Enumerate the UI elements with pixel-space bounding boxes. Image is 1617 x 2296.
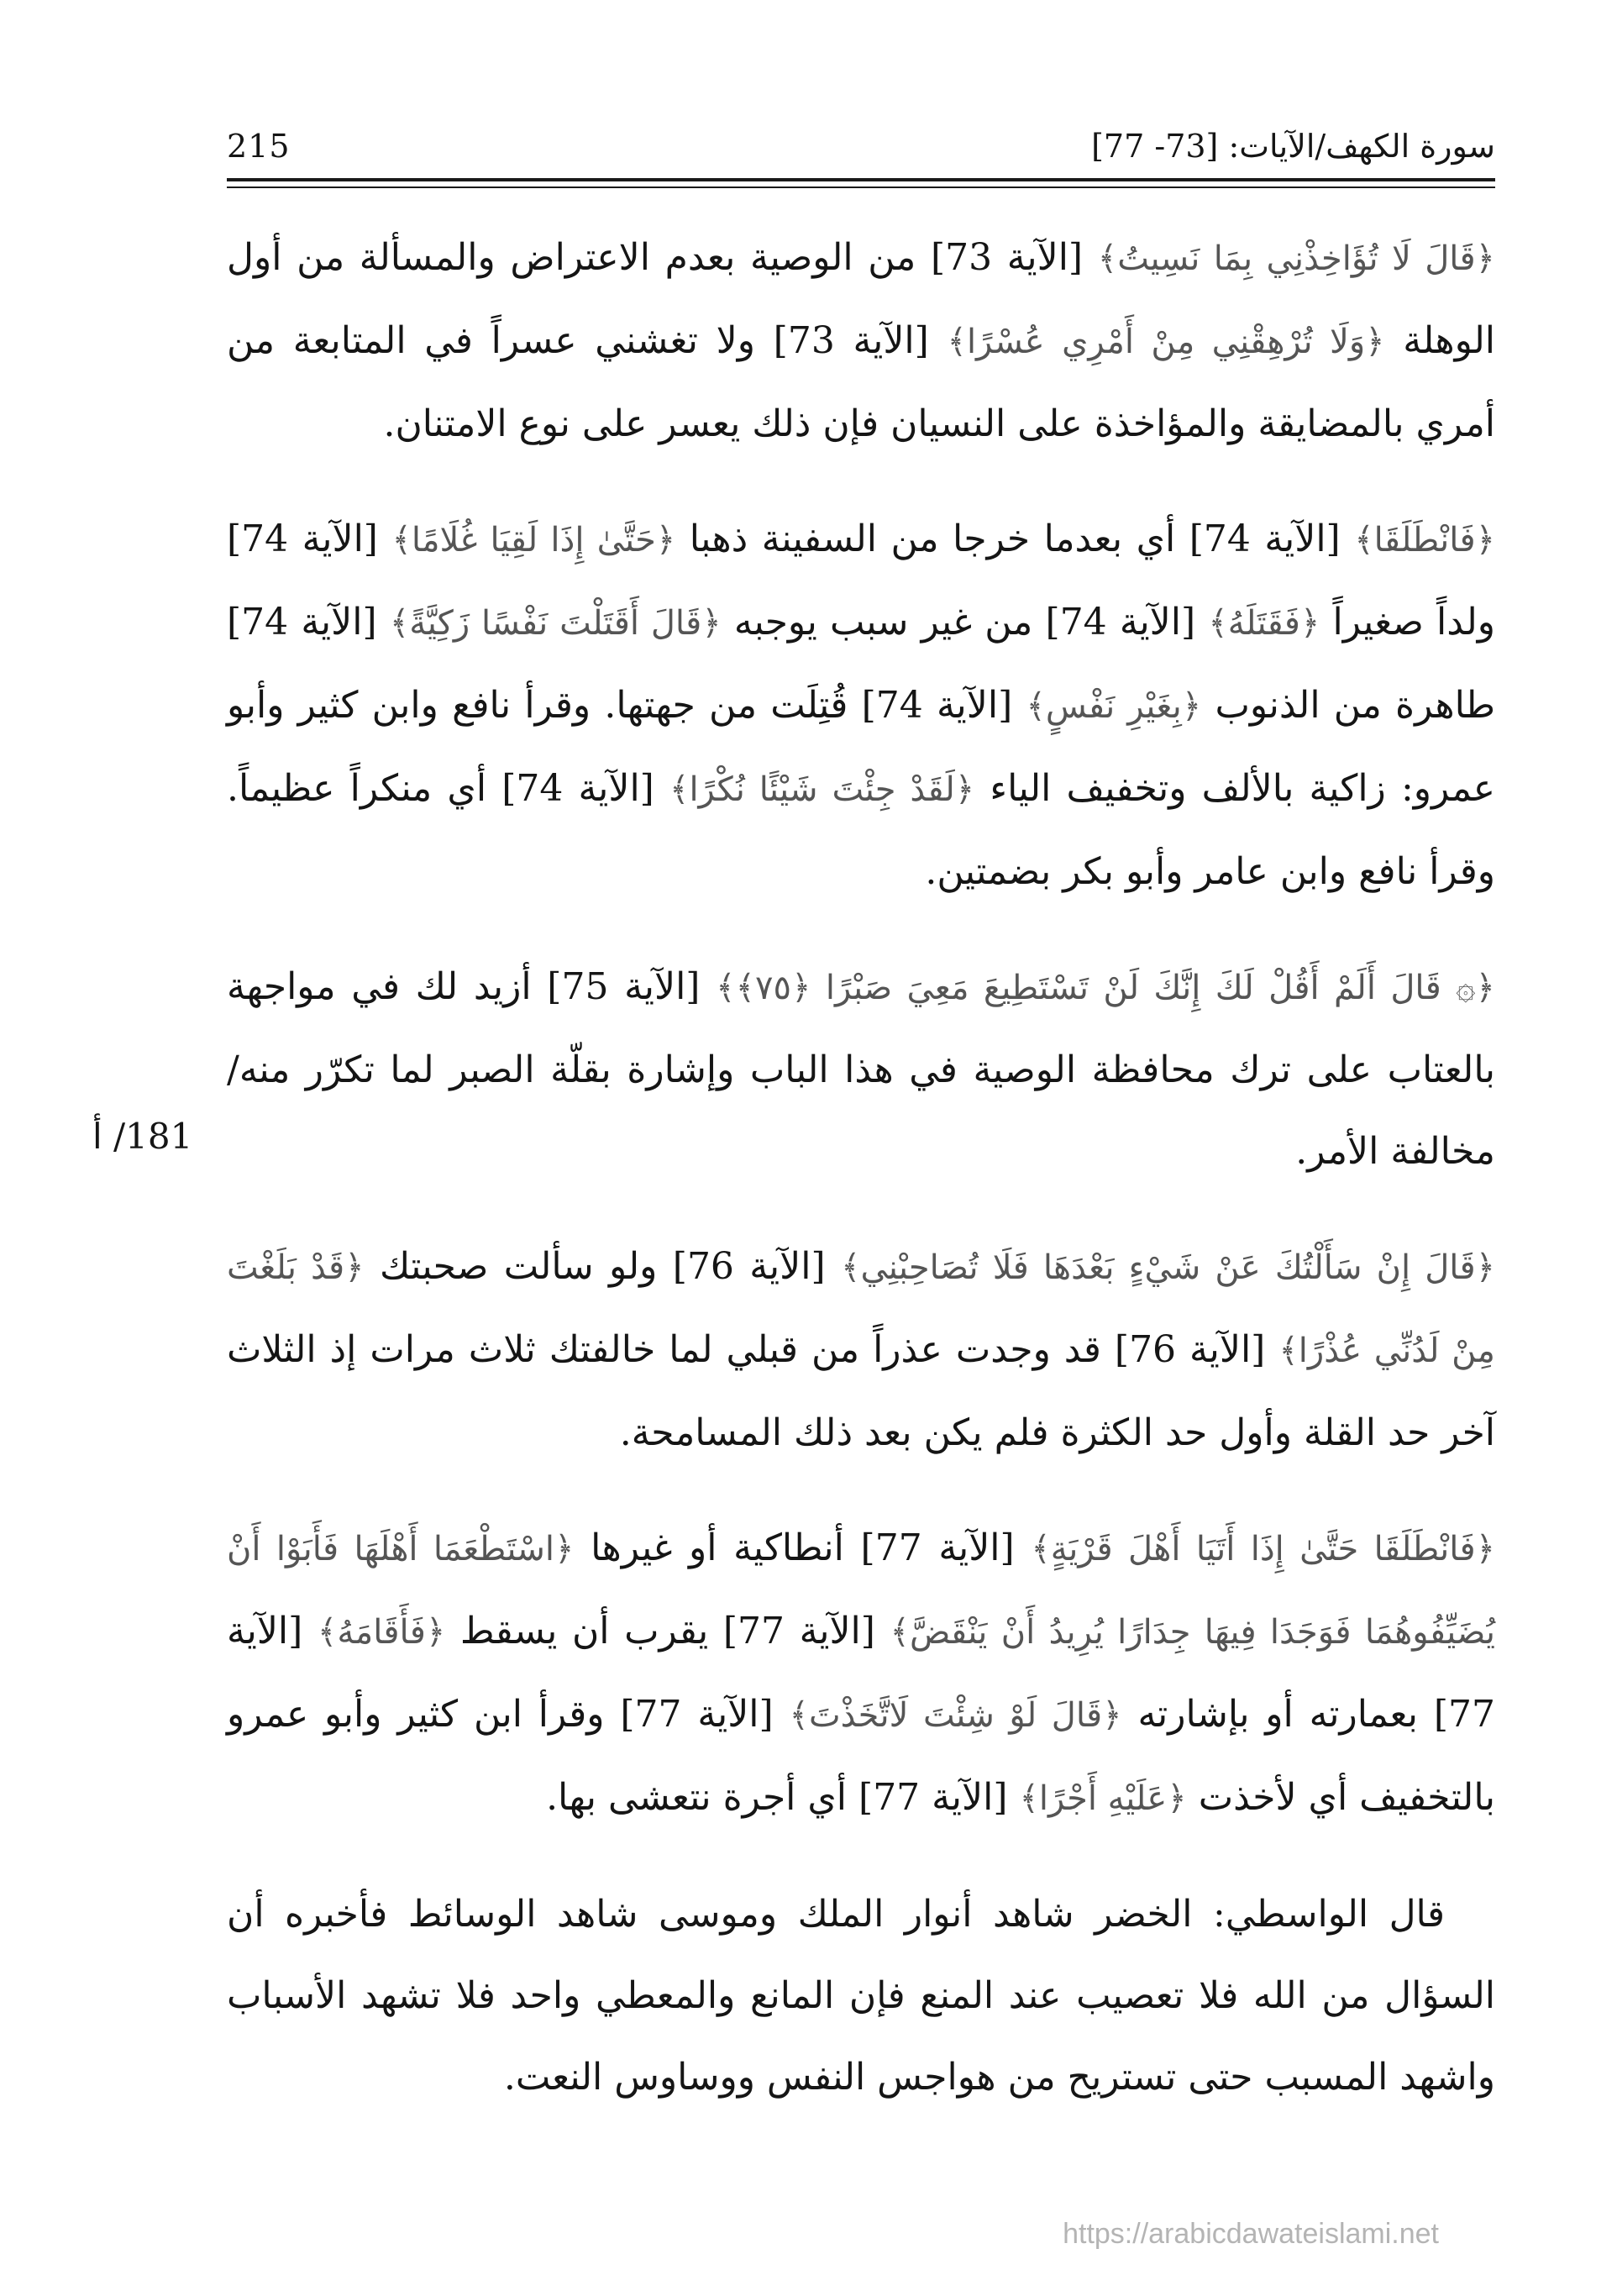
- quran-quote: ﴿قَالَ لَا تُؤَاخِذْنِي بِمَا نَسِيتُ﴾: [1097, 239, 1495, 278]
- quran-quote: ﴿عَلَيْهِ أَجْرًا﴾: [1019, 1779, 1187, 1818]
- commentary-text: [الآية 77] أنطاكية أو غيرها: [574, 1526, 1032, 1569]
- quran-quote: ﴿وَلَا تُرْهِقْنِي مِنْ أَمْرِي عُسْرًا﴾: [947, 323, 1385, 361]
- paragraph-verse-74: [227, 498, 1495, 912]
- paragraph-verse-77: [227, 1507, 1495, 1840]
- commentary-text: [الآية 77] يقرب أن يسقط: [445, 1610, 890, 1652]
- watermark-url[interactable]: https://arabicdawateislami.net: [1063, 2218, 1439, 2250]
- quran-quote: ﴿اسْتَطْعَمَا أَهْلَهَا فَأَبَوْا أَنْ يُضَيِّفُوهُمَا فَوَجَدَا فِيهَا جِدَارًا يُرِيدُ أَنْ يَنْقَضَّ﴾: [227, 1530, 1496, 1652]
- quran-quote: ﴿حَتَّىٰ إِذَا لَقِيَا غُلَامًا﴾: [391, 521, 676, 560]
- commentary-text: [الآية 74] ولداً صغيراً: [227, 518, 1496, 644]
- quran-quote: ﴿۞ قَالَ أَلَمْ أَقُلْ لَكَ إِنَّكَ لَنْ تَسْتَطِيعَ مَعِيَ صَبْرًا ﴿٧٥﴾﴾: [716, 969, 1495, 1007]
- commentary-text: [الآية 73] من الوصية بعدم الاعتراض والمسألة من أول الوهلة: [227, 236, 1495, 362]
- commentary-text: [الآية 73] ولا تغشني عسراً في المتابعة من أمري بالمضايقة والمؤاخذة على النسيان فإن ذلك يعسر على نوع الامتنان.: [227, 319, 1495, 445]
- quran-quote: ﴿فَأَقَامَهُ﴾: [317, 1613, 446, 1652]
- commentary-text: [الآية 77] بعمارته أو بإشارته: [227, 1610, 1496, 1736]
- commentary-text: قال الواسطي: الخضر شاهد أنوار الملك وموسى شاهد الوسائط فأخبره أن السؤال من الله فلا تعصيب عند المنع فإن المانع والمعطي واحد فلا تشهد الأسباب واشهد المسبب حتى تستريح من هواجس النفس ووساوس النعت.: [227, 1893, 1495, 2099]
- header-rule-thick: [227, 178, 1495, 181]
- manuscript-folio-note: 181/ أ: [92, 1116, 193, 1157]
- commentary-text: [الآية 74] طاهرة من الذنوب: [227, 601, 1496, 727]
- quran-quote: ﴿قَالَ لَوْ شِئْتَ لَاتَّخَذْتَ﴾: [789, 1696, 1122, 1735]
- quran-quote: ﴿قَدْ بَلَغْتَ مِنْ لَدُنِّي عُذْرًا﴾: [227, 1248, 1495, 1370]
- page-number: 215: [227, 128, 291, 165]
- paragraph-verse-75: [227, 946, 1495, 1192]
- quran-quote: ﴿لَقَدْ جِئْتَ شَيْئًا نُكْرًا﴾: [669, 770, 975, 809]
- quran-quote: ﴿بِغَيْرِ نَفْسٍ﴾: [1026, 687, 1202, 726]
- commentary-text: [الآية 77] وقرأ ابن كثير وأبو عمرو بالتخفيف أي لأخذت: [227, 1693, 1495, 1819]
- commentary-text: [الآية 74] من غير سبب يوجبه: [721, 601, 1209, 644]
- quran-quote: ﴿فَقَتَلَهُ﴾: [1208, 604, 1320, 643]
- quran-quote: ﴿فَانْطَلَقَا حَتَّىٰ إِذَا أَتَيَا أَهْلَ قَرْيَةٍ﴾: [1031, 1530, 1496, 1568]
- commentary-text: [الآية 74] أي منكراً عظيماً. وقرأ نافع وابن عامر وأبو بكر بضمتين.: [227, 767, 1495, 893]
- paragraph-verse-73: [227, 217, 1495, 465]
- header-rule-thin: [227, 187, 1495, 188]
- quran-quote: ﴿فَانْطَلَقَا﴾: [1354, 521, 1496, 560]
- header-title: سورة الكهف/الآيات: [73- 77]: [1091, 128, 1495, 165]
- commentary-text: [الآية 76] ولو سألت صحبتك: [364, 1245, 842, 1288]
- paragraph-verse-76: [227, 1226, 1495, 1474]
- quran-quote: ﴿قَالَ إِنْ سَأَلْتُكَ عَنْ شَيْءٍ بَعْدَهَا فَلَا تُصَاحِبْنِي﴾: [841, 1248, 1496, 1287]
- body-text: [227, 217, 1495, 2152]
- commentary-text: [الآية 75] أزيد لك في مواجهة بالعتاب على ترك محافظة الوصية في هذا الباب وإشارة بقلّة الصبر لما تكرّر منه/ مخالفة الأمر.: [227, 965, 1495, 1173]
- commentary-text: [الآية 74] أي بعدما خرجا من السفينة ذهبا: [675, 518, 1355, 560]
- commentary-text: [الآية 74] قُتِلَت من جهتها. وقرأ نافع وابن كثير وأبو عمرو: زاكية بالألف وتخفيف الياء: [227, 684, 1495, 810]
- quran-quote: ﴿قَالَ أَقَتَلْتَ نَفْسًا زَكِيَّةً﴾: [389, 604, 722, 643]
- commentary-text: [الآية 76] قد وجدت عذراً من قبلي لما خالفتك ثلاث مرات إذ الثلاث آخر حد القلة وأول حد الكثرة فلم يكن بعد ذلك المسامحة.: [227, 1328, 1495, 1454]
- running-header: [227, 126, 1495, 176]
- paragraph-wasiti-quote: [227, 1873, 1495, 2118]
- commentary-text: [الآية 77] أي أجرة نتعشى بها.: [546, 1776, 1020, 1819]
